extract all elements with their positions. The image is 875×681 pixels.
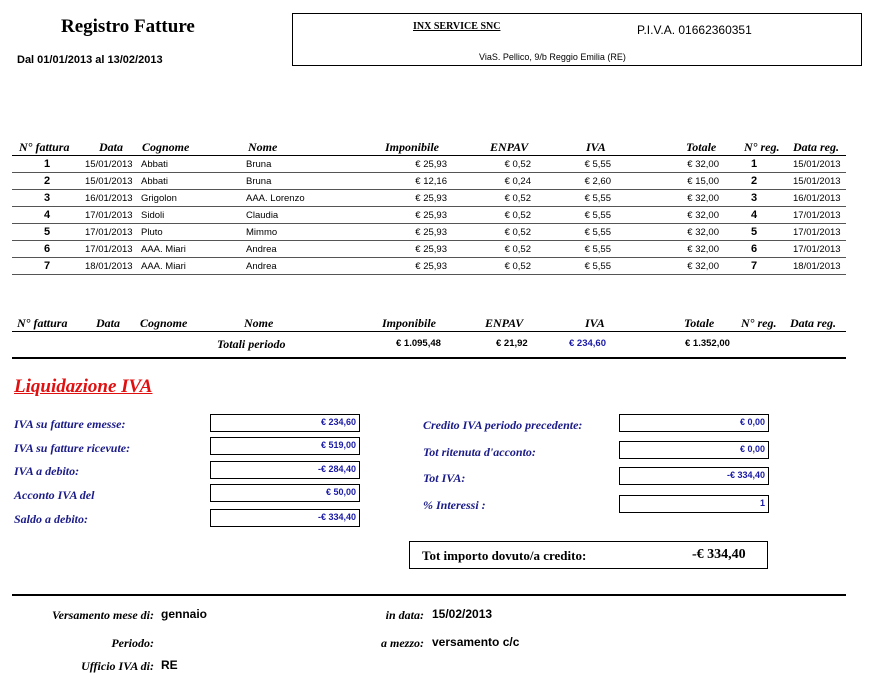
saldo-debito-label: Saldo a debito: bbox=[14, 512, 88, 526]
cell-data: 15/01/2013 bbox=[85, 176, 133, 187]
cell-enpav: € 0,52 bbox=[504, 244, 531, 255]
cell-iva: € 5,55 bbox=[584, 210, 611, 221]
cell-numero: 2 bbox=[44, 175, 51, 187]
cell-iva: € 5,55 bbox=[584, 261, 611, 272]
col-header-nome: Nome bbox=[248, 140, 278, 154]
cell-enpav: € 0,52 bbox=[504, 159, 531, 170]
cell-totale: € 15,00 bbox=[687, 176, 719, 187]
cell-imponibile: € 12,16 bbox=[415, 176, 447, 187]
col-header-nreg: N° reg. bbox=[744, 140, 780, 154]
cell-nome: Andrea bbox=[246, 244, 277, 255]
cell-iva: € 5,55 bbox=[584, 244, 611, 255]
versamento-value: gennaio bbox=[161, 607, 208, 621]
saldo-debito-field[interactable]: -€ 334,40 bbox=[210, 509, 360, 527]
section-divider bbox=[12, 357, 846, 359]
cell-enpav: € 0,24 bbox=[504, 176, 531, 187]
cell-iva: € 5,55 bbox=[584, 193, 611, 204]
in-data-value: 15/02/2013 bbox=[432, 607, 493, 621]
credito-precedente-field[interactable]: € 0,00 bbox=[619, 414, 769, 432]
cell-imponibile: € 25,93 bbox=[415, 261, 447, 272]
row-divider bbox=[12, 223, 846, 224]
totals-header-cognome: Cognome bbox=[140, 316, 188, 330]
cell-data: 15/01/2013 bbox=[85, 159, 133, 170]
cell-datareg: 15/01/2013 bbox=[793, 176, 841, 187]
cell-totale: € 32,00 bbox=[687, 210, 719, 221]
credito-precedente-label: Credito IVA periodo precedente: bbox=[423, 418, 583, 432]
company-box bbox=[292, 13, 862, 66]
interessi-field[interactable]: 1 bbox=[619, 495, 769, 513]
cell-datareg: 15/01/2013 bbox=[793, 159, 841, 170]
totals-header-data: Data bbox=[96, 316, 120, 330]
col-header-numero: N° fattura bbox=[19, 140, 70, 154]
col-header-enpav: ENPAV bbox=[490, 140, 529, 154]
liquidazione-title: Liquidazione IVA bbox=[14, 376, 153, 397]
interessi-label: % Interessi : bbox=[423, 498, 486, 512]
cell-totale: € 32,00 bbox=[687, 261, 719, 272]
footer-divider bbox=[12, 594, 846, 596]
cell-numero: 7 bbox=[44, 260, 51, 272]
ufficio-value: RE bbox=[161, 658, 178, 672]
totals-header-nome: Nome bbox=[244, 316, 274, 330]
col-header-iva: IVA bbox=[586, 140, 606, 154]
cell-datareg: 17/01/2013 bbox=[793, 244, 841, 255]
total-due-value: -€ 334,40 bbox=[692, 547, 746, 562]
iva-ricevute-field[interactable]: € 519,00 bbox=[210, 437, 360, 455]
company-address: ViaS. Pellico, 9/b Reggio Emilia (RE) bbox=[479, 52, 626, 62]
mezzo-value: versamento c/c bbox=[432, 635, 520, 649]
cell-datareg: 17/01/2013 bbox=[793, 210, 841, 221]
totals-header-datareg: Data reg. bbox=[790, 316, 836, 330]
total-imponibile: € 1.095,48 bbox=[396, 338, 441, 349]
cell-nome: Bruna bbox=[246, 159, 272, 170]
cell-enpav: € 0,52 bbox=[504, 261, 531, 272]
cell-totale: € 32,00 bbox=[687, 193, 719, 204]
cell-imponibile: € 25,93 bbox=[415, 193, 447, 204]
cell-cognome: Abbati bbox=[141, 176, 168, 187]
cell-datareg: 16/01/2013 bbox=[793, 193, 841, 204]
cell-nome: Mimmo bbox=[246, 227, 278, 238]
periodo-label: Periodo: bbox=[111, 636, 154, 650]
iva-debito-field[interactable]: -€ 284,40 bbox=[210, 461, 360, 479]
cell-cognome: Sidoli bbox=[141, 210, 165, 221]
tot-iva-label: Tot IVA: bbox=[423, 471, 466, 485]
cell-data: 17/01/2013 bbox=[85, 244, 133, 255]
cell-nome: AAA. Lorenzo bbox=[246, 193, 305, 204]
cell-nreg: 6 bbox=[751, 243, 758, 255]
totals-header-totale: Totale bbox=[684, 316, 715, 330]
totals-header-enpav: ENPAV bbox=[485, 316, 524, 330]
cell-totale: € 32,00 bbox=[687, 159, 719, 170]
cell-numero: 4 bbox=[44, 209, 51, 221]
cell-imponibile: € 25,93 bbox=[415, 227, 447, 238]
total-due-box bbox=[409, 541, 768, 569]
cell-iva: € 5,55 bbox=[584, 159, 611, 170]
cell-data: 17/01/2013 bbox=[85, 227, 133, 238]
total-enpav: € 21,92 bbox=[496, 338, 528, 349]
iva-emesse-field[interactable]: € 234,60 bbox=[210, 414, 360, 432]
cell-cognome: AAA. Miari bbox=[141, 261, 186, 272]
cell-nome: Andrea bbox=[246, 261, 277, 272]
mezzo-label: a mezzo: bbox=[381, 636, 424, 650]
cell-cognome: Abbati bbox=[141, 159, 168, 170]
totals-header-iva: IVA bbox=[585, 316, 605, 330]
versamento-label: Versamento mese di: bbox=[52, 608, 154, 622]
ufficio-label: Ufficio IVA di: bbox=[81, 659, 154, 673]
cell-nreg: 2 bbox=[751, 175, 758, 187]
totals-header-numero: N° fattura bbox=[17, 316, 68, 330]
cell-cognome: AAA. Miari bbox=[141, 244, 186, 255]
cell-enpav: € 0,52 bbox=[504, 210, 531, 221]
total-totale: € 1.352,00 bbox=[685, 338, 730, 349]
row-divider bbox=[12, 206, 846, 207]
table-top-rule bbox=[12, 155, 846, 156]
cell-iva: € 5,55 bbox=[584, 227, 611, 238]
cell-datareg: 17/01/2013 bbox=[793, 227, 841, 238]
in-data-label: in data: bbox=[385, 608, 424, 622]
iva-ricevute-label: IVA su fatture ricevute: bbox=[14, 441, 131, 455]
cell-numero: 3 bbox=[44, 192, 51, 204]
cell-nreg: 5 bbox=[751, 226, 758, 238]
cell-cognome: Pluto bbox=[141, 227, 163, 238]
cell-imponibile: € 25,93 bbox=[415, 159, 447, 170]
cell-iva: € 2,60 bbox=[584, 176, 611, 187]
iva-debito-label: IVA a debito: bbox=[14, 464, 80, 478]
totals-label: Totali periodo bbox=[217, 337, 286, 351]
row-divider bbox=[12, 240, 846, 241]
cell-data: 18/01/2013 bbox=[85, 261, 133, 272]
tot-iva-field[interactable]: -€ 334,40 bbox=[619, 467, 769, 485]
cell-totale: € 32,00 bbox=[687, 227, 719, 238]
cell-imponibile: € 25,93 bbox=[415, 244, 447, 255]
cell-nreg: 7 bbox=[751, 260, 758, 272]
company-name: INX SERVICE SNC bbox=[413, 21, 501, 32]
row-divider bbox=[12, 257, 846, 258]
acconto-iva-field[interactable]: € 50,00 bbox=[210, 484, 360, 502]
cell-imponibile: € 25,93 bbox=[415, 210, 447, 221]
cell-nreg: 3 bbox=[751, 192, 758, 204]
cell-data: 16/01/2013 bbox=[85, 193, 133, 204]
cell-enpav: € 0,52 bbox=[504, 193, 531, 204]
ritenuta-acconto-field[interactable]: € 0,00 bbox=[619, 441, 769, 459]
totals-header-nreg: N° reg. bbox=[741, 316, 777, 330]
col-header-totale: Totale bbox=[686, 140, 717, 154]
cell-totale: € 32,00 bbox=[687, 244, 719, 255]
row-divider bbox=[12, 274, 846, 275]
cell-datareg: 18/01/2013 bbox=[793, 261, 841, 272]
row-divider bbox=[12, 189, 846, 190]
cell-nome: Claudia bbox=[246, 210, 279, 221]
total-due-label: Tot importo dovuto/a credito: bbox=[422, 548, 587, 563]
cell-nome: Bruna bbox=[246, 176, 272, 187]
col-header-cognome: Cognome bbox=[142, 140, 190, 154]
col-header-datareg: Data reg. bbox=[793, 140, 839, 154]
cell-nreg: 1 bbox=[751, 158, 758, 170]
cell-enpav: € 0,52 bbox=[504, 227, 531, 238]
acconto-iva-label: Acconto IVA del bbox=[14, 488, 95, 502]
row-divider bbox=[12, 172, 846, 173]
iva-emesse-label: IVA su fatture emesse: bbox=[14, 417, 126, 431]
report-period: Dal 01/01/2013 al 13/02/2013 bbox=[17, 54, 163, 66]
col-header-imponibile: Imponibile bbox=[385, 140, 440, 154]
ritenuta-acconto-label: Tot ritenuta d'acconto: bbox=[423, 445, 536, 459]
report-title: Registro Fatture bbox=[61, 16, 195, 37]
cell-numero: 6 bbox=[44, 243, 51, 255]
cell-nreg: 4 bbox=[751, 209, 758, 221]
totals-header-imponibile: Imponibile bbox=[382, 316, 437, 330]
cell-numero: 5 bbox=[44, 226, 51, 238]
cell-numero: 1 bbox=[44, 158, 51, 170]
cell-data: 17/01/2013 bbox=[85, 210, 133, 221]
totals-divider bbox=[12, 331, 846, 332]
col-header-data: Data bbox=[99, 140, 123, 154]
company-piva: P.I.V.A. 01662360351 bbox=[637, 23, 752, 37]
cell-cognome: Grigolon bbox=[141, 193, 177, 204]
total-iva: € 234,60 bbox=[569, 338, 606, 349]
